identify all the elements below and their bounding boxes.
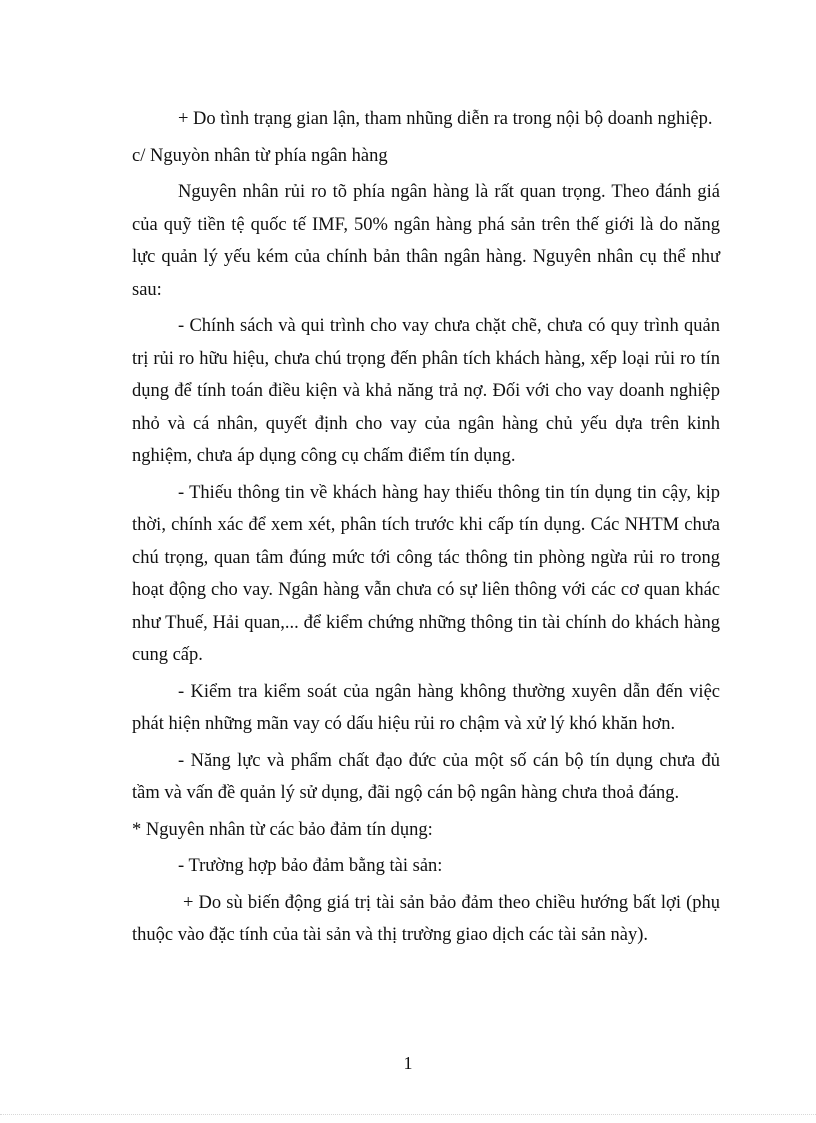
- document-body: [132, 103, 720, 956]
- section-heading-collateral-causes: * Nguyên nhân từ các bảo đảm tín dụng:: [132, 819, 433, 840]
- paragraph-asset-collateral: - Trường hợp bảo đảm bằng tài sản:: [178, 856, 443, 876]
- page-number: 1: [403, 1053, 413, 1073]
- page-bottom-rule: [0, 1114, 816, 1115]
- paragraph-inspection-control: - Kiểm tra kiểm soát của ngân hàng không thường xuyên dẫn đến việc phát hiện những mãn vay có dấu hiệu rủi ro chậm và xử lý khó khăn hơn.: [132, 681, 720, 734]
- paragraph-lack-of-information: - Thiếu thông tin về khách hàng hay thiếu thông tin tín dụng tin cậy, kịp thời, chính xác để xem xét, phân tích trước khi cấp tín dụng. Các NHTM chưa chú trọng, quan tâm đúng mức tới công tác thông tin phòng ngừa rủi ro trong hoạt động cho vay. Ngân hàng vẫn chưa có sự liên thông với các cơ quan khác như Thuế, Hải quan,... để kiểm chứng những thông tin tài chính do khách hàng cung cấp.: [132, 482, 720, 665]
- paragraph-lending-policy: - Chính sách và qui trình cho vay chưa chặt chẽ, chưa có quy trình quản trị rủi ro hữu hiệu, chưa chú trọng đến phân tích khách hàng, xếp loại rủi ro tín dụng để tính toán điều kiện và khả năng trả nợ. Đối với cho vay doanh nghiệp nhỏ và cá nhân, quyết định cho vay của ngân hàng chủ yếu dựa trên kinh nghiệm, chưa áp dụng công cụ chấm điểm tín dụng.: [132, 316, 720, 466]
- section-heading-bank-causes: c/ Nguyòn nhân từ phía ngân hàng: [132, 145, 388, 166]
- paragraph-asset-value-fluctuation: + Do sù biến động giá trị tài sản bảo đảm theo chiều hướng bất lợi (phụ thuộc vào đặc tính của tài sản và thị trường giao dịch các tài sản này).: [132, 892, 720, 945]
- paragraph-bank-causes-intro: Nguyên nhân rủi ro tõ phía ngân hàng là rất quan trọng. Theo đánh giá của quỹ tiền tệ quốc tế IMF, 50% ngân hàng phá sản trên thế giới là do năng lực quản lý yếu kém của chính bản thân ngân hàng. Nguyên nhân cụ thể như sau:: [132, 182, 720, 300]
- paragraph-staff-capacity: - Năng lực và phẩm chất đạo đức của một số cán bộ tín dụng chưa đủ tầm và vấn đề quản lý sử dụng, đãi ngộ cán bộ ngân hàng chưa thoả đáng.: [132, 750, 720, 803]
- paragraph-fraud-cause: + Do tình trạng gian lận, tham nhũng diễn ra trong nội bộ doanh nghiệp.: [178, 109, 713, 129]
